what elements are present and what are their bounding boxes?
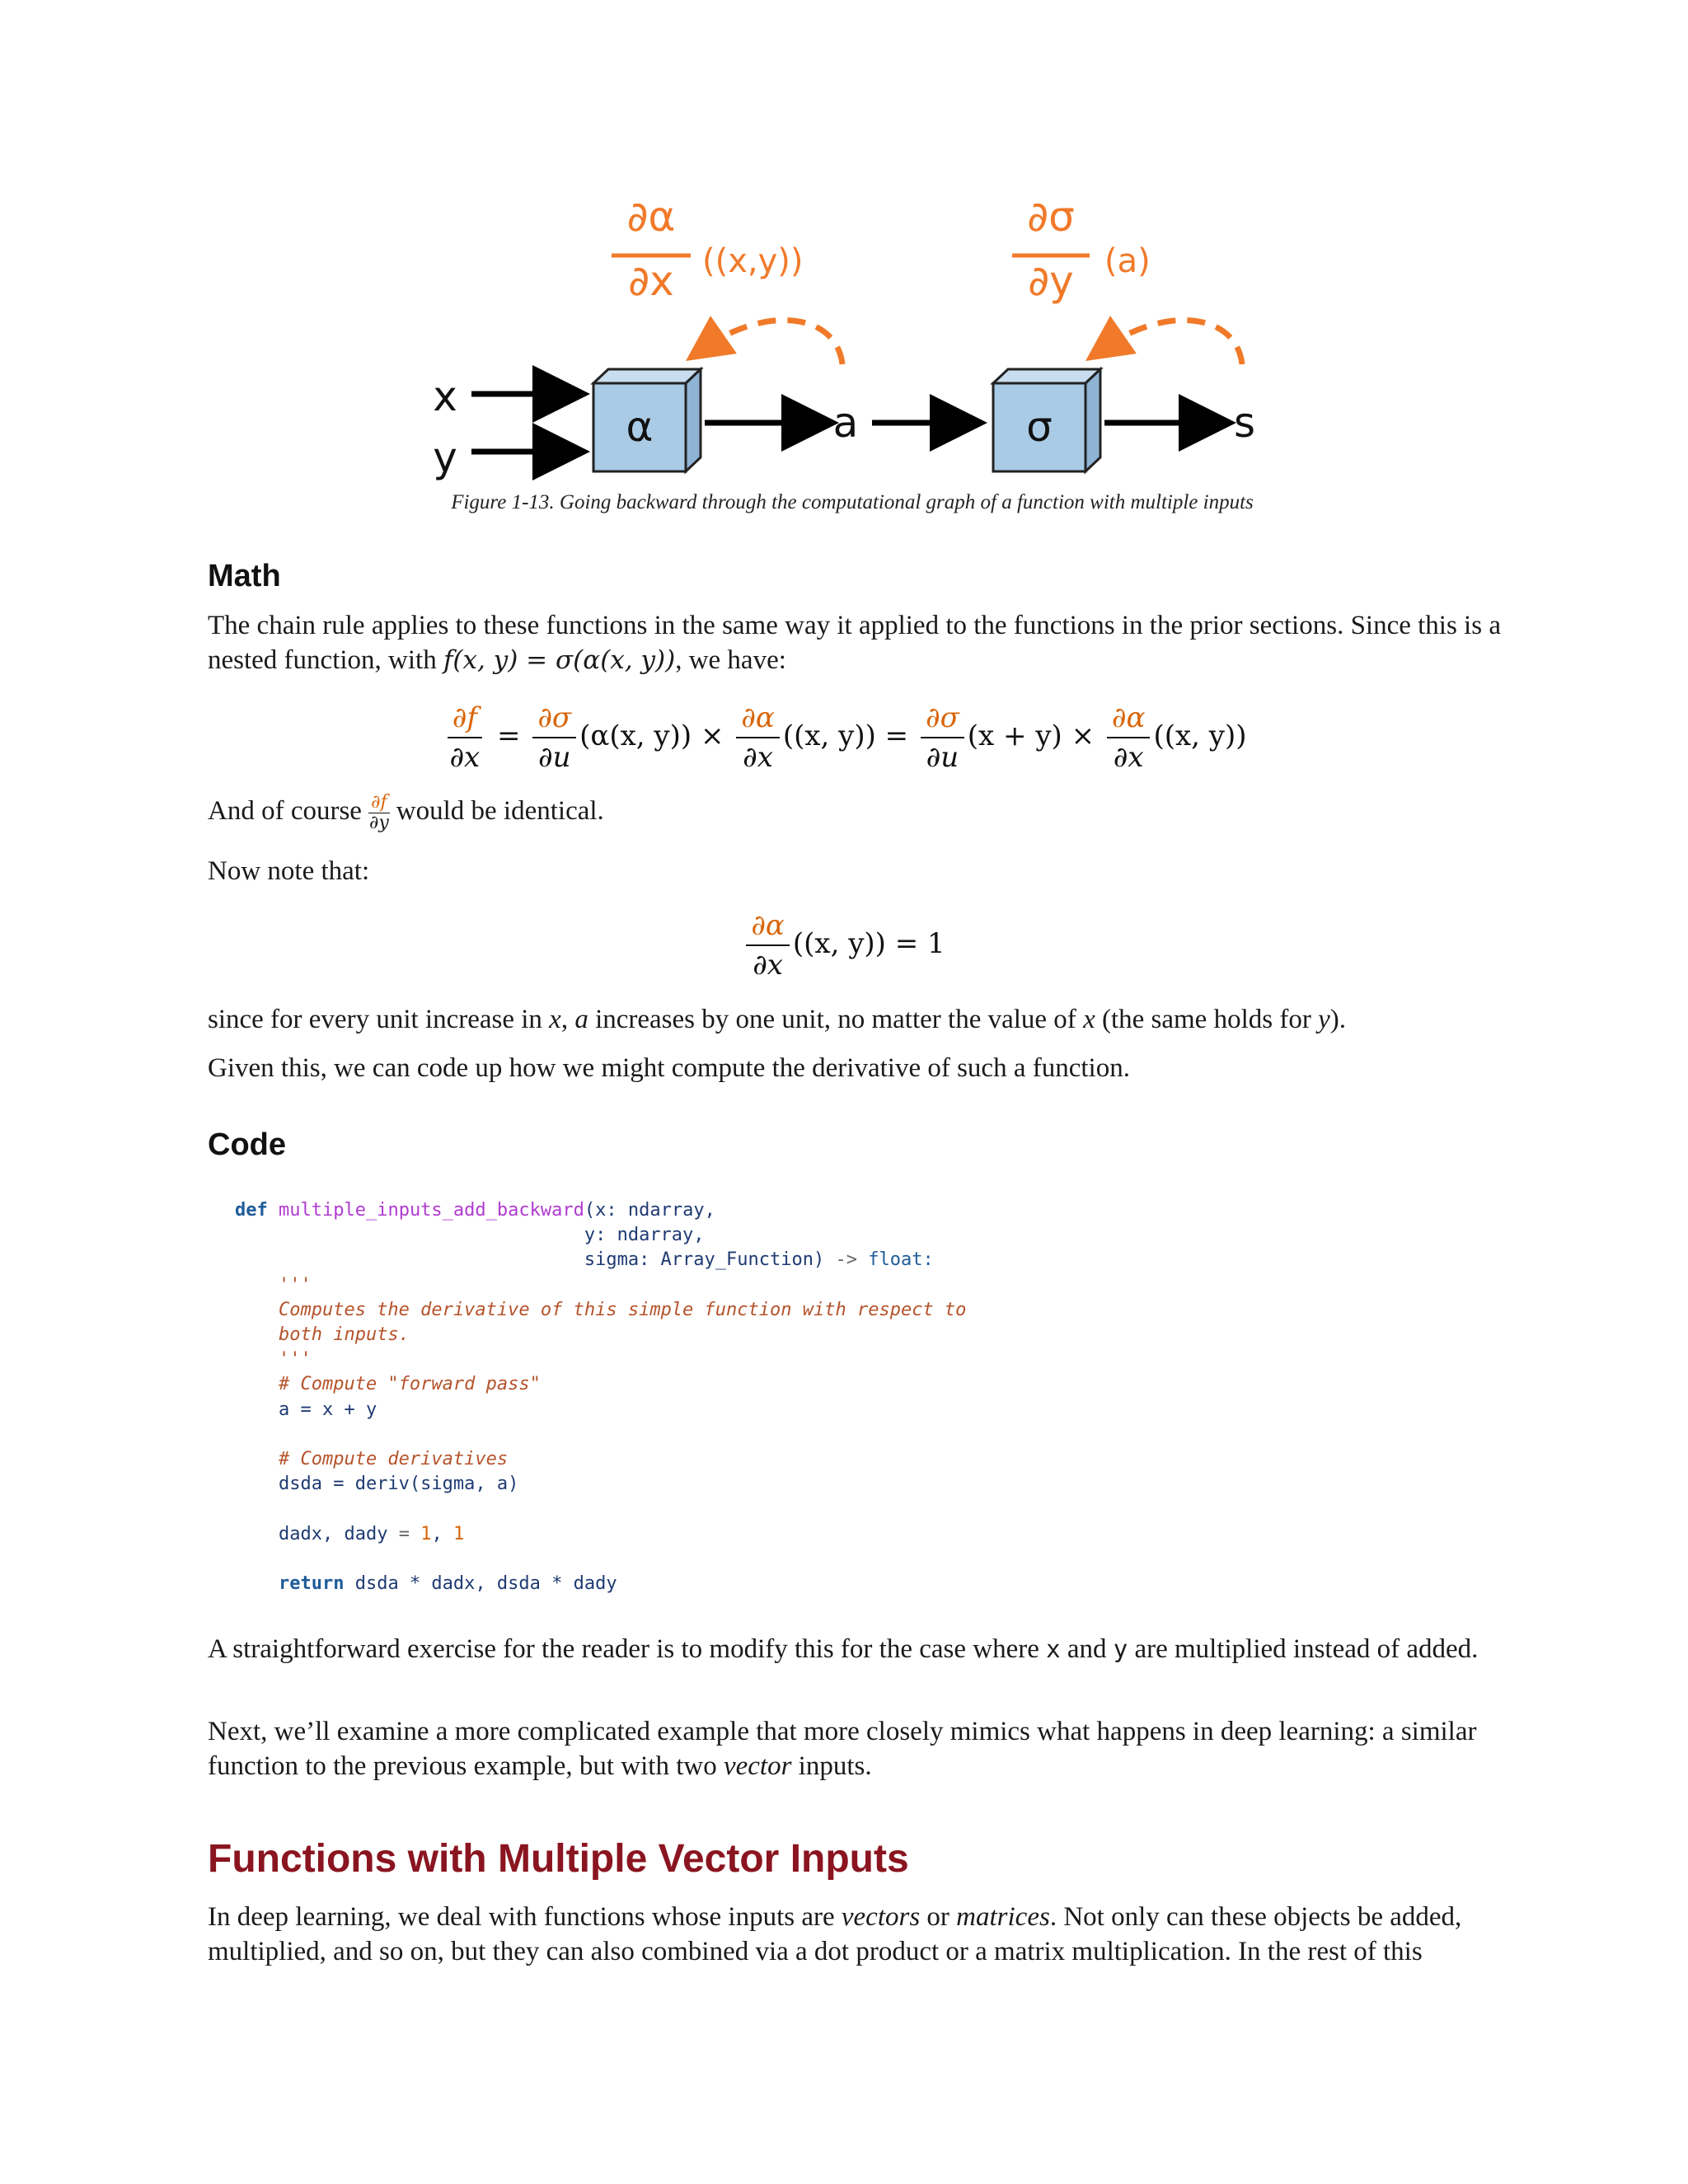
para-next: Next, we’ll examine a more complicated example that more closely mimics what happens in deep learning: a similar function to the previous example, but with two vector inputs. (208, 1717, 1477, 1781)
grad2-den: ∂y (1028, 257, 1074, 305)
grad1-arg: ((x,y)) (702, 242, 804, 280)
para-given-this: Given this, we can code up how we might compute the derivative of such a function. (208, 1053, 1130, 1083)
input-x: x (433, 373, 457, 420)
para-deep-learning: In deep learning, we deal with functions whose inputs are vectors or matrices. Not only can these objects be added, multiplied, and so on, but they can also combined via a dot product or a matrix multiplication. In the rest of this (208, 1902, 1462, 1966)
gradient-label-2 (1012, 193, 1151, 305)
grad2-arg: (a) (1104, 242, 1151, 280)
figure-caption: Figure 1-13. Going backward through the computational graph of a function with multiple inputs (451, 491, 1254, 513)
equation-chain-rule: $\frac{\partial f}{\partial x}$ = $\frac{\partial\sigma}{\partial u}$ (α(x, y)) × $\frac{\partial\alpha}{\partial x}$ ((x, y)) = $\frac{\partial\sigma}{\partial u}$ (x + y) × $\frac{\partial\alpha}{\partial x}$ ((x, y)) (0, 699, 1688, 776)
equation-dalpha: $\frac{\partial\alpha}{\partial x}$ ((x, y)) = 1 (0, 907, 1688, 984)
grad1-num: ∂α (626, 193, 676, 241)
node-sigma (993, 369, 1100, 471)
para-exercise: A straightforward exercise for the reader is to modify this for the case where x and y are multiplied instead of added. (208, 1634, 1479, 1664)
grad1-den: ∂x (628, 257, 674, 305)
mid-label-a: a (832, 399, 859, 447)
para-identical: And of course $\frac{\partial f}{\partial y}$ would be identical. (208, 792, 604, 833)
gradient-label-1 (612, 193, 803, 305)
input-y: y (433, 434, 457, 481)
section-heading: Functions with Multiple Vector Inputs (208, 1837, 909, 1881)
grad2-num: ∂σ (1027, 193, 1075, 241)
backward-arrow-1 (705, 321, 842, 364)
math-heading: Math (208, 559, 281, 593)
output-s: s (1233, 399, 1256, 447)
para-note: Now note that: (208, 856, 370, 886)
backward-arrow-2 (1104, 321, 1242, 364)
code-heading: Code (208, 1127, 286, 1162)
para-unit-increase: since for every unit increase in x, a increases by one unit, no matter the value of x (the same holds for y). (208, 1005, 1346, 1034)
code-block: def multiple_inputs_add_backward(x: ndarray, y: ndarray, sigma: Array_Function) -> float: ''' Computes the derivative of this simple function with respect to both inputs. ''' # Compute "forward pass" a = x + y # Compute derivatives dsda = deriv(sigma, a) dadx, dady = 1, 1 return dsda * dadx, dsda * dady (235, 1200, 967, 1595)
node-alpha (593, 369, 701, 471)
para-chain-rule: The chain rule applies to these functions in the same way it applied to the functions in the prior sections. Since this is a nested function, with f(x, y) = σ(α(x, y)), we have: (208, 611, 1501, 675)
node-alpha-label: α (626, 403, 654, 451)
computational-graph-figure (420, 190, 1311, 486)
node-sigma-label: σ (1026, 403, 1053, 451)
